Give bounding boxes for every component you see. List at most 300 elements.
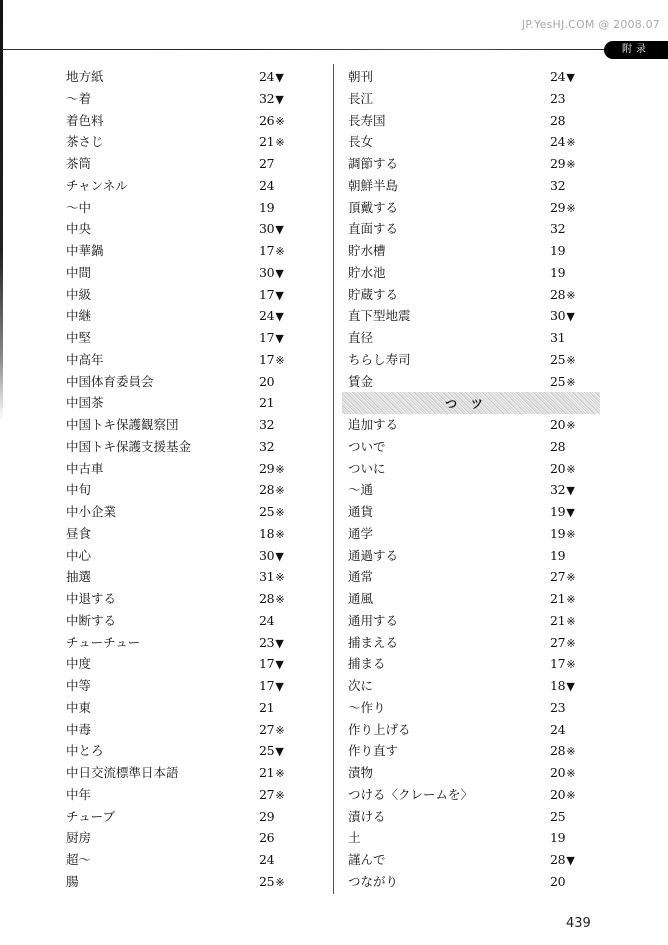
triangle-marker-icon: ▼ bbox=[275, 658, 284, 672]
entry-term: 中級 bbox=[66, 286, 92, 302]
triangle-marker-icon: ▼ bbox=[275, 332, 284, 345]
index-entry bbox=[66, 371, 296, 393]
page-ref-number: 23 bbox=[550, 90, 566, 106]
entry-page-ref bbox=[550, 523, 575, 546]
index-entry bbox=[348, 153, 588, 175]
entry-term: ついに bbox=[348, 460, 386, 476]
page-ref-number: 32 bbox=[550, 221, 566, 237]
entry-page-ref bbox=[259, 479, 284, 502]
entry-page-ref bbox=[259, 588, 284, 611]
entry-page-ref bbox=[550, 66, 574, 89]
index-column-left bbox=[66, 66, 296, 893]
index-entry bbox=[66, 110, 296, 132]
entry-term: 長女 bbox=[348, 134, 374, 150]
entry-term: 朝鮮半島 bbox=[348, 177, 399, 193]
page-ref-number: 25 bbox=[550, 808, 566, 824]
index-entry bbox=[66, 653, 296, 675]
section-tab: 附录 bbox=[604, 41, 668, 59]
entry-term: 厨房 bbox=[66, 830, 92, 846]
entry-term: 次に bbox=[348, 678, 374, 693]
entry-page-ref bbox=[259, 349, 284, 372]
page-ref-number: 24 bbox=[259, 612, 275, 628]
entry-page-ref bbox=[259, 131, 284, 154]
page-ref-number: 24 bbox=[259, 308, 275, 324]
entry-term: 漬物 bbox=[348, 765, 374, 780]
page-ref-number: 30 bbox=[259, 264, 275, 280]
entry-term: 中国トキ保護観察団 bbox=[66, 417, 179, 432]
reference-marker-icon: ※ bbox=[566, 658, 576, 672]
entry-term: 長寿国 bbox=[348, 112, 386, 128]
page-ref-number: 20 bbox=[550, 417, 566, 432]
page-ref-number: 21 bbox=[550, 612, 566, 628]
entry-page-ref bbox=[550, 240, 566, 263]
index-entry bbox=[348, 501, 588, 523]
index-entry bbox=[348, 610, 588, 632]
column-divider bbox=[333, 64, 334, 894]
header-rule bbox=[2, 49, 614, 50]
page-ref-number: 28 bbox=[259, 482, 275, 498]
page-ref-number: 25 bbox=[259, 743, 275, 759]
entry-page-ref bbox=[550, 349, 575, 372]
index-entry bbox=[348, 632, 588, 654]
entry-term: 作り直す bbox=[348, 743, 399, 759]
page-ref-number: 31 bbox=[550, 330, 566, 345]
index-entry bbox=[66, 262, 296, 284]
reference-marker-icon: ※ bbox=[275, 723, 285, 737]
page-ref-number: 29 bbox=[259, 460, 275, 476]
entry-page-ref bbox=[259, 697, 275, 720]
entry-term: 茶筒 bbox=[66, 156, 92, 171]
entry-term: 中心 bbox=[66, 547, 92, 563]
index-entry bbox=[348, 719, 588, 741]
index-entry bbox=[66, 719, 296, 741]
entry-term: 中央 bbox=[66, 221, 92, 237]
triangle-marker-icon: ▼ bbox=[275, 680, 284, 693]
page-ref-number: 32 bbox=[259, 438, 275, 454]
entry-term: 中退する bbox=[66, 591, 117, 606]
entry-page-ref bbox=[259, 414, 275, 437]
page-ref-number: 30 bbox=[259, 547, 275, 563]
entry-term: 腸 bbox=[66, 873, 79, 889]
entry-term: 超～ bbox=[66, 852, 92, 867]
triangle-marker-icon: ▼ bbox=[275, 92, 284, 106]
entry-page-ref bbox=[550, 827, 566, 850]
entry-page-ref bbox=[259, 153, 275, 176]
page-ref-number: 20 bbox=[259, 373, 275, 389]
entry-term: 通用する bbox=[348, 612, 399, 628]
index-entry bbox=[66, 784, 296, 806]
index-entry bbox=[348, 197, 588, 219]
entry-page-ref bbox=[550, 479, 574, 502]
page-ref-number: 24 bbox=[550, 134, 566, 150]
entry-term: 抽選 bbox=[66, 569, 92, 585]
entry-term: チャンネル bbox=[66, 177, 128, 193]
triangle-marker-icon: ▼ bbox=[566, 310, 575, 324]
page-ref-number: 28 bbox=[550, 286, 566, 302]
page-ref-number: 19 bbox=[550, 547, 566, 563]
entry-term: 謹んで bbox=[348, 852, 386, 867]
entry-page-ref bbox=[259, 305, 283, 328]
page-ref-number: 27 bbox=[259, 721, 275, 737]
reference-marker-icon: ※ bbox=[566, 527, 576, 541]
entry-page-ref bbox=[259, 197, 275, 220]
reference-marker-icon: ※ bbox=[566, 788, 576, 802]
index-entry bbox=[348, 110, 588, 132]
page-ref-number: 17 bbox=[259, 330, 275, 345]
entry-page-ref bbox=[550, 653, 575, 676]
index-entry bbox=[66, 523, 296, 545]
triangle-marker-icon: ▼ bbox=[275, 223, 284, 237]
entry-term: 中とろ bbox=[66, 743, 104, 759]
page-ref-number: 19 bbox=[259, 199, 275, 215]
index-entry bbox=[66, 501, 296, 523]
entry-term: 通貨 bbox=[348, 504, 374, 519]
triangle-marker-icon: ▼ bbox=[275, 745, 284, 759]
entry-page-ref bbox=[550, 327, 566, 350]
entry-page-ref bbox=[259, 110, 284, 133]
entry-page-ref bbox=[259, 784, 284, 807]
entry-page-ref bbox=[259, 632, 283, 655]
index-entry bbox=[66, 458, 296, 480]
triangle-marker-icon: ▼ bbox=[566, 506, 575, 519]
entry-term: 通過する bbox=[348, 547, 399, 563]
page-ref-number: 18 bbox=[259, 525, 275, 541]
entry-page-ref bbox=[550, 284, 575, 307]
index-entry bbox=[348, 88, 588, 110]
scan-edge bbox=[0, 0, 3, 420]
reference-marker-icon: ※ bbox=[275, 462, 285, 476]
entry-term: ～作り bbox=[348, 699, 386, 715]
entry-term: チューチュー bbox=[66, 634, 141, 650]
page-ref-number: 20 bbox=[550, 786, 566, 802]
page-ref-number: 17 bbox=[259, 678, 275, 693]
entry-term: 中国トキ保護支援基金 bbox=[66, 438, 192, 454]
index-entry bbox=[348, 66, 588, 88]
entry-page-ref bbox=[550, 218, 566, 241]
page-ref-number: 27 bbox=[259, 156, 275, 171]
index-entry bbox=[66, 827, 296, 849]
entry-page-ref bbox=[259, 327, 283, 350]
entry-page-ref bbox=[259, 566, 284, 589]
index-column-right bbox=[348, 66, 588, 893]
page-ref-number: 24 bbox=[259, 177, 275, 193]
entry-term: 直下型地震 bbox=[348, 308, 411, 324]
index-entry bbox=[348, 545, 588, 567]
index-entry bbox=[66, 436, 296, 458]
page-ref-number: 25 bbox=[259, 873, 275, 889]
index-entry bbox=[348, 566, 588, 588]
page-ref-number: 17 bbox=[259, 243, 275, 258]
page-ref-number: 19 bbox=[550, 243, 566, 258]
entry-page-ref bbox=[259, 66, 283, 89]
page-ref-number: 19 bbox=[550, 830, 566, 846]
reference-marker-icon: ※ bbox=[275, 353, 285, 367]
entry-page-ref bbox=[550, 458, 575, 481]
entry-term: ついで bbox=[348, 438, 386, 454]
page-ref-number: 21 bbox=[550, 591, 566, 606]
page-ref-number: 17 bbox=[550, 656, 566, 672]
page-ref-number: 28 bbox=[550, 438, 566, 454]
page-ref-number: 25 bbox=[259, 504, 275, 519]
entry-term: 中毒 bbox=[66, 721, 92, 737]
entry-term: 地方紙 bbox=[66, 69, 104, 84]
page-ref-number: 28 bbox=[550, 743, 566, 759]
index-entry bbox=[348, 675, 588, 697]
page-ref-number: 26 bbox=[259, 112, 275, 128]
page-ref-number: 29 bbox=[550, 199, 566, 215]
index-entry bbox=[66, 88, 296, 110]
index-entry bbox=[66, 284, 296, 306]
reference-marker-icon: ※ bbox=[566, 614, 576, 628]
reference-marker-icon: ※ bbox=[566, 288, 576, 302]
entry-term: 中東 bbox=[66, 699, 92, 715]
index-entry bbox=[66, 327, 296, 349]
index-entry bbox=[66, 675, 296, 697]
entry-term: 長江 bbox=[348, 90, 374, 106]
entry-term: 茶さじ bbox=[66, 134, 104, 150]
entry-page-ref bbox=[550, 88, 566, 111]
triangle-marker-icon: ▼ bbox=[275, 71, 284, 84]
index-entry bbox=[348, 218, 588, 240]
entry-term: 中日交流標準日本語 bbox=[66, 765, 179, 780]
reference-marker-icon: ※ bbox=[275, 875, 285, 889]
entry-page-ref bbox=[550, 305, 574, 328]
index-entry bbox=[66, 153, 296, 175]
index-entry bbox=[348, 327, 588, 349]
page-ref-number: 31 bbox=[259, 569, 275, 585]
entry-term: 捕まる bbox=[348, 656, 386, 672]
entry-page-ref bbox=[259, 849, 275, 872]
entry-page-ref bbox=[550, 501, 574, 524]
page-ref-number: 29 bbox=[550, 156, 566, 171]
entry-page-ref bbox=[259, 218, 283, 241]
entry-term: 中継 bbox=[66, 308, 92, 324]
reference-marker-icon: ※ bbox=[566, 767, 576, 780]
index-entry bbox=[348, 871, 588, 893]
index-entry bbox=[348, 262, 588, 284]
entry-page-ref bbox=[550, 153, 575, 176]
entry-page-ref bbox=[259, 653, 283, 676]
entry-page-ref bbox=[550, 436, 566, 459]
triangle-marker-icon: ▼ bbox=[566, 484, 575, 498]
index-entry bbox=[348, 349, 588, 371]
index-entry bbox=[348, 436, 588, 458]
entry-term: ～通 bbox=[348, 482, 374, 498]
index-entry bbox=[348, 479, 588, 501]
index-entry bbox=[66, 740, 296, 762]
page-ref-number: 17 bbox=[259, 351, 275, 367]
reference-marker-icon: ※ bbox=[275, 114, 285, 128]
index-entry bbox=[66, 218, 296, 240]
index-entry bbox=[66, 66, 296, 88]
entry-page-ref bbox=[550, 719, 566, 742]
index-entry bbox=[348, 762, 588, 784]
entry-term: 漬ける bbox=[348, 808, 386, 824]
entry-page-ref bbox=[550, 545, 566, 568]
index-entry bbox=[348, 414, 588, 436]
page-ref-number: 17 bbox=[259, 656, 275, 672]
triangle-marker-icon: ▼ bbox=[275, 549, 284, 563]
page-ref-number: 24 bbox=[550, 721, 566, 737]
index-entry bbox=[66, 479, 296, 501]
entry-term: チューブ bbox=[66, 808, 116, 824]
page-ref-number: 29 bbox=[259, 808, 275, 824]
entry-term: 追加する bbox=[348, 417, 399, 432]
index-entry bbox=[348, 740, 588, 762]
index-entry bbox=[66, 240, 296, 262]
index-entry bbox=[348, 284, 588, 306]
triangle-marker-icon: ▼ bbox=[275, 636, 284, 650]
reference-marker-icon: ※ bbox=[566, 136, 576, 150]
page-ref-number: 25 bbox=[550, 351, 566, 367]
entry-page-ref bbox=[550, 131, 575, 154]
entry-page-ref bbox=[259, 719, 284, 742]
watermark: JP.YesHJ.COM @ 2008.07 bbox=[521, 18, 660, 31]
entry-page-ref bbox=[259, 871, 284, 894]
entry-term: 中国茶 bbox=[66, 395, 104, 411]
entry-term: 中小企業 bbox=[66, 504, 117, 519]
entry-term: 直径 bbox=[348, 330, 374, 345]
entry-page-ref bbox=[259, 806, 275, 829]
kana-section-label: つツ bbox=[445, 396, 497, 411]
reference-marker-icon: ※ bbox=[275, 136, 285, 150]
page-ref-number: 27 bbox=[550, 569, 566, 585]
page-ref-number: 27 bbox=[259, 786, 275, 802]
entry-term: 朝刊 bbox=[348, 69, 374, 84]
entry-term: つながり bbox=[348, 873, 399, 889]
entry-term: 着色料 bbox=[66, 112, 104, 128]
entry-term: 直面する bbox=[348, 221, 399, 237]
index-entry bbox=[66, 806, 296, 828]
page-ref-number: 30 bbox=[259, 221, 275, 237]
page-ref-number: 24 bbox=[259, 69, 275, 84]
entry-term: 中古車 bbox=[66, 460, 104, 476]
triangle-marker-icon: ▼ bbox=[566, 854, 575, 867]
index-entry bbox=[348, 458, 588, 480]
entry-page-ref bbox=[550, 566, 575, 589]
page-ref-number: 20 bbox=[550, 873, 566, 889]
triangle-marker-icon: ▼ bbox=[275, 288, 284, 302]
page-ref-number: 28 bbox=[259, 591, 275, 606]
entry-page-ref bbox=[550, 784, 575, 807]
entry-term: 中国体育委員会 bbox=[66, 373, 154, 389]
reference-marker-icon: ※ bbox=[566, 571, 576, 585]
page-ref-number: 17 bbox=[259, 286, 275, 302]
index-entry bbox=[66, 566, 296, 588]
index-entry bbox=[66, 871, 296, 893]
entry-term: 中年 bbox=[66, 786, 92, 802]
entry-term: 貯水池 bbox=[348, 264, 386, 280]
page-ref-number: 23 bbox=[259, 634, 275, 650]
entry-page-ref bbox=[259, 262, 283, 285]
triangle-marker-icon: ▼ bbox=[275, 310, 284, 324]
index-entry bbox=[66, 545, 296, 567]
index-entry bbox=[66, 697, 296, 719]
entry-page-ref bbox=[259, 175, 275, 198]
entry-term: 通学 bbox=[348, 525, 374, 541]
page-ref-number: 26 bbox=[259, 830, 275, 846]
entry-page-ref bbox=[259, 284, 283, 307]
reference-marker-icon: ※ bbox=[566, 462, 576, 476]
index-entry bbox=[66, 762, 296, 784]
reference-marker-icon: ※ bbox=[275, 593, 285, 606]
index-entry bbox=[348, 784, 588, 806]
page-ref-number: 32 bbox=[550, 177, 566, 193]
index-entry bbox=[66, 588, 296, 610]
reference-marker-icon: ※ bbox=[566, 593, 576, 606]
page-ref-number: 19 bbox=[550, 264, 566, 280]
entry-term: 中断する bbox=[66, 612, 117, 628]
entry-page-ref bbox=[259, 392, 275, 415]
index-entry bbox=[66, 632, 296, 654]
page-ref-number: 20 bbox=[550, 765, 566, 780]
triangle-marker-icon: ▼ bbox=[566, 71, 575, 84]
index-entry bbox=[66, 175, 296, 197]
index-entry bbox=[348, 131, 588, 153]
entry-term: 通常 bbox=[348, 569, 374, 585]
entry-page-ref bbox=[259, 740, 283, 763]
reference-marker-icon: ※ bbox=[275, 527, 285, 541]
entry-page-ref bbox=[550, 371, 575, 394]
index-entry bbox=[66, 610, 296, 632]
entry-term: 貯水槽 bbox=[348, 243, 386, 258]
page-ref-number: 20 bbox=[550, 460, 566, 476]
entry-page-ref bbox=[550, 871, 566, 894]
page-ref-number: 24 bbox=[259, 852, 275, 867]
entry-page-ref bbox=[550, 849, 574, 872]
reference-marker-icon: ※ bbox=[566, 419, 576, 432]
page-ref-number: 32 bbox=[550, 482, 566, 498]
page-ref-number: 21 bbox=[259, 395, 275, 411]
entry-term: 賃金 bbox=[348, 373, 374, 389]
entry-term: 貯蔵する bbox=[348, 286, 399, 302]
entry-term: 中等 bbox=[66, 678, 92, 693]
entry-term: 頂戴する bbox=[348, 199, 399, 215]
page-ref-number: 25 bbox=[550, 373, 566, 389]
reference-marker-icon: ※ bbox=[275, 484, 285, 498]
entry-page-ref bbox=[550, 588, 575, 611]
reference-marker-icon: ※ bbox=[275, 767, 285, 780]
page-ref-number: 30 bbox=[550, 308, 566, 324]
entry-page-ref bbox=[259, 523, 284, 546]
index-entry bbox=[66, 131, 296, 153]
entry-term: 捕まえる bbox=[348, 634, 399, 650]
entry-page-ref bbox=[259, 501, 284, 524]
page-ref-number: 19 bbox=[550, 504, 566, 519]
index-entry bbox=[348, 806, 588, 828]
page-ref-number: 28 bbox=[550, 112, 566, 128]
entry-page-ref bbox=[550, 175, 566, 198]
index-entry bbox=[66, 197, 296, 219]
entry-term: 中高年 bbox=[66, 351, 104, 367]
triangle-marker-icon: ▼ bbox=[275, 266, 284, 280]
page-ref-number: 27 bbox=[550, 634, 566, 650]
reference-marker-icon: ※ bbox=[566, 636, 576, 650]
index-entry bbox=[348, 523, 588, 545]
index-entry bbox=[348, 588, 588, 610]
entry-page-ref bbox=[259, 675, 283, 698]
entry-page-ref bbox=[550, 806, 566, 829]
entry-term: 中堅 bbox=[66, 330, 92, 345]
page-number: 439 bbox=[566, 916, 591, 931]
page-ref-number: 32 bbox=[259, 90, 275, 106]
entry-page-ref bbox=[259, 240, 284, 263]
entry-page-ref bbox=[259, 458, 284, 481]
reference-marker-icon: ※ bbox=[275, 571, 285, 585]
entry-page-ref bbox=[550, 675, 574, 698]
page-ref-number: 23 bbox=[550, 699, 566, 715]
index-entry bbox=[348, 653, 588, 675]
